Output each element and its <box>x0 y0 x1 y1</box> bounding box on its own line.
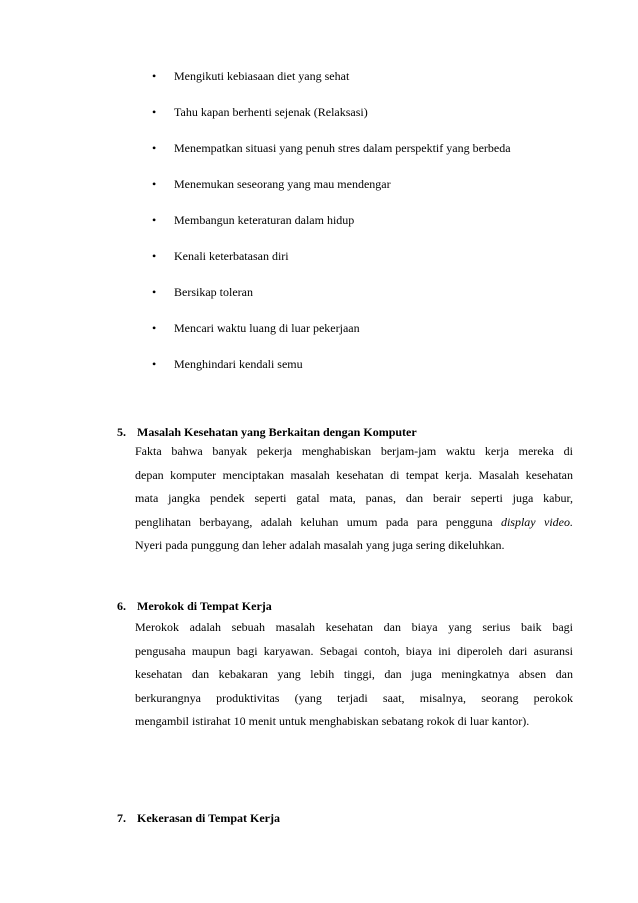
paragraph-line: mengambil istirahat 10 menit untuk menghabiskan sebatang rokok di luar kantor). <box>135 714 530 728</box>
paragraph-line: Fakta bahwa banyak pekerja menghabiskan berjam-jam waktu kerja mereka di <box>135 444 573 458</box>
list-item <box>152 140 511 176</box>
bullet-icon: • <box>152 177 157 191</box>
paragraph-line: depan komputer menciptakan masalah kesehatan di tempat kerja. Masalah kesehatan <box>135 467 573 482</box>
list-item-text: Menempatkan situasi yang penuh stres dalam perspektif yang berbeda <box>174 141 511 155</box>
section-number: 5. <box>117 425 126 439</box>
section-heading <box>117 598 573 614</box>
paragraph-line: berkurangnya produktivitas (yang terjadi saat, misalnya, seorang perokok <box>135 690 573 705</box>
bullet-icon: • <box>152 321 157 335</box>
paragraph-line: Merokok adalah sebuah masalah kesehatan dan biaya yang serius baik bagi <box>135 620 573 634</box>
list-item <box>152 320 511 356</box>
bullet-icon: • <box>152 285 157 299</box>
list-item-text: Menemukan seseorang yang mau mendengar <box>174 177 391 191</box>
list-item <box>152 68 511 104</box>
section-6 <box>117 598 573 734</box>
list-item-text: Kenali keterbatasan diri <box>174 249 289 263</box>
bullet-list <box>152 68 511 392</box>
section-number: 6. <box>117 599 126 613</box>
bullet-icon: • <box>152 105 157 119</box>
list-item-text: Mencari waktu luang di luar pekerjaan <box>174 321 360 335</box>
list-item <box>152 104 511 140</box>
paragraph-line: pengusaha maupun bagi karyawan. Sebagai contoh, biaya ini diperoleh dari asuransi <box>135 643 573 658</box>
list-item <box>152 356 511 392</box>
section-paragraph <box>135 440 573 558</box>
paragraph-line <box>135 511 573 535</box>
section-heading <box>117 810 573 826</box>
bullet-icon: • <box>152 213 157 227</box>
paragraph-line: kesehatan dan kebakaran yang lebih tinggi, dan juga meningkatnya absen dan <box>135 667 573 681</box>
section-paragraph <box>135 616 573 734</box>
section-title: Merokok di Tempat Kerja <box>137 599 272 613</box>
bullet-icon: • <box>152 141 157 155</box>
list-item-text: Mengikuti kebiasaan diet yang sehat <box>174 69 350 83</box>
paragraph-line: mata jangka pendek seperti gatal mata, panas, dan berair seperti juga kabur, <box>135 491 573 505</box>
list-item-text: Membangun keteraturan dalam hidup <box>174 213 355 227</box>
italic-term: display video. <box>500 514 574 529</box>
list-item <box>152 176 511 212</box>
section-title: Kekerasan di Tempat Kerja <box>137 811 280 825</box>
list-item-text: Bersikap toleran <box>174 285 253 299</box>
section-number: 7. <box>117 811 126 825</box>
bullet-icon: • <box>152 357 157 371</box>
list-item <box>152 284 511 320</box>
list-item <box>152 212 511 248</box>
list-item-text: Tahu kapan berhenti sejenak (Relaksasi) <box>174 105 368 119</box>
section-title: Masalah Kesehatan yang Berkaitan dengan Komputer <box>137 425 417 439</box>
paragraph-line: Nyeri pada punggung dan leher adalah masalah yang juga sering dikeluhkan. <box>135 538 505 552</box>
section-7 <box>117 810 573 826</box>
section-5 <box>117 424 573 558</box>
list-item-text: Menghindari kendali semu <box>174 357 303 371</box>
bullet-icon: • <box>152 69 157 83</box>
paragraph-line-text: penglihatan berbayang, adalah keluhan umum pada para pengguna <box>135 514 493 529</box>
bullet-icon: • <box>152 249 157 263</box>
list-item <box>152 248 511 284</box>
section-heading <box>117 424 573 440</box>
